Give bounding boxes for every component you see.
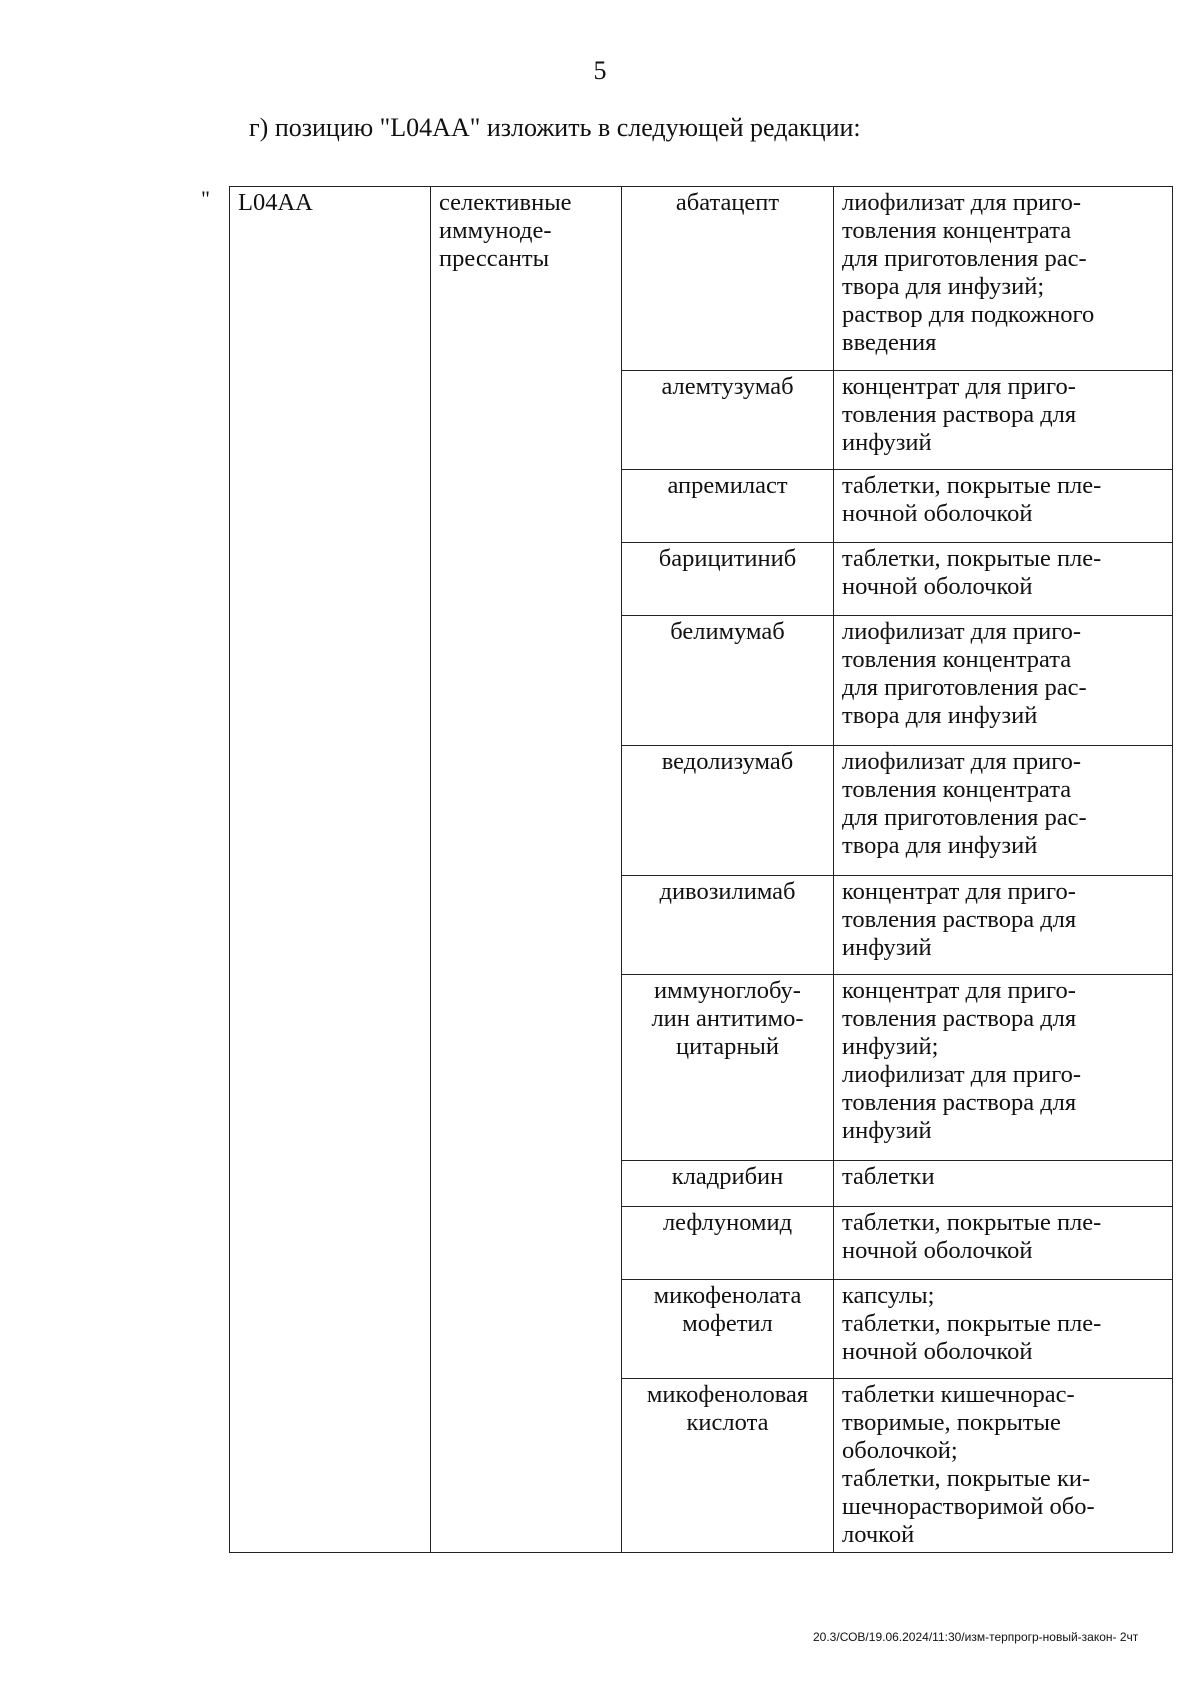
atc-group-line: иммуноде- <box>439 217 552 244</box>
drug-name-line: микофеноловая <box>646 1381 809 1408</box>
drug-name-cell <box>622 746 834 876</box>
drug-name-line: цитарный <box>675 1033 780 1060</box>
dosage-form-line: товления раствора для <box>842 906 1077 933</box>
dosage-form-line: лочкой <box>842 1521 915 1548</box>
dosage-form-line: твора для инфузий <box>842 832 1038 859</box>
dosage-form-line: таблетки, покрытые пле- <box>842 1310 1102 1337</box>
drug-name-cell <box>622 371 834 470</box>
dosage-form-line: для приготовления рас- <box>842 245 1087 272</box>
dosage-form-cell <box>834 1207 1173 1280</box>
drug-name-cell <box>622 543 834 616</box>
dosage-form-line: оболочкой; <box>842 1437 958 1464</box>
drug-name-line: абатацепт <box>675 189 780 216</box>
instruction-text: г) позицию "L04AA" изложить в следующей редакции: <box>249 113 861 142</box>
dosage-form-cell <box>834 616 1173 746</box>
drug-name-cell <box>622 616 834 746</box>
dosage-form-cell <box>834 543 1173 616</box>
drug-name-line: кладрибин <box>671 1163 784 1190</box>
dosage-form-line: инфузий <box>842 934 932 961</box>
dosage-form-cell <box>834 187 1173 371</box>
dosage-form-cell <box>834 371 1173 470</box>
drug-table <box>229 186 1173 1553</box>
drug-name-cell <box>622 1379 834 1553</box>
dosage-form-line: лиофилизат для приго- <box>842 748 1082 775</box>
drug-name-cell <box>622 187 834 371</box>
atc-group-line: селективные <box>439 189 572 216</box>
dosage-form-line: ночной оболочкой <box>842 573 1033 600</box>
dosage-form-line: товления раствора для <box>842 401 1077 428</box>
atc-group-line: прессанты <box>439 245 550 272</box>
drug-name-cell <box>622 1207 834 1280</box>
dosage-form-line: инфузий; <box>842 1033 939 1060</box>
dosage-form-line: инфузий <box>842 1117 932 1144</box>
dosage-form-line: таблетки, покрытые пле- <box>842 545 1102 572</box>
drug-name-line: лин антитимо- <box>651 1005 804 1032</box>
atc-code-cell <box>230 187 431 1553</box>
drug-name-line: микофенолата <box>653 1282 802 1309</box>
footer-stamp: 20.3/СОВ/19.06.2024/11:30/изм-терпрогр-новый-закон- 2чт <box>813 1630 1139 1644</box>
dosage-form-line: таблетки, покрытые пле- <box>842 472 1102 499</box>
dosage-form-line: ночной оболочкой <box>842 1237 1033 1264</box>
dosage-form-cell <box>834 470 1173 543</box>
drug-name-cell <box>622 975 834 1161</box>
drug-name-line: кислота <box>686 1409 769 1436</box>
drug-name-cell <box>622 876 834 975</box>
dosage-form-line: концентрат для приго- <box>842 373 1076 400</box>
dosage-form-line: товления раствора для <box>842 1005 1077 1032</box>
dosage-form-line: шечнорастворимой обо- <box>842 1493 1095 1520</box>
dosage-form-line: таблетки, покрытые ки- <box>842 1465 1091 1492</box>
dosage-form-line: инфузий <box>842 429 932 456</box>
dosage-form-line: концентрат для приго- <box>842 878 1076 905</box>
dosage-form-cell <box>834 1280 1173 1379</box>
dosage-form-line: ночной оболочкой <box>842 500 1033 527</box>
dosage-form-line: лиофилизат для приго- <box>842 1061 1082 1088</box>
drug-name-line: лефлуномид <box>662 1209 793 1236</box>
dosage-form-line: для приготовления рас- <box>842 804 1087 831</box>
drug-name-line: мофетил <box>682 1310 773 1337</box>
dosage-form-line: товления раствора для <box>842 1089 1077 1116</box>
page-number: 5 <box>593 56 607 85</box>
dosage-form-line: твора для инфузий <box>842 702 1038 729</box>
dosage-form-line: таблетки, покрытые пле- <box>842 1209 1102 1236</box>
dosage-form-line: капсулы; <box>842 1282 935 1309</box>
dosage-form-cell <box>834 746 1173 876</box>
drug-name-line: апремиласт <box>667 472 788 499</box>
dosage-form-line: лиофилизат для приго- <box>842 618 1082 645</box>
dosage-form-line: раствор для подкожного <box>842 301 1095 328</box>
dosage-form-line: концентрат для приго- <box>842 977 1076 1004</box>
dosage-form-line: товления концентрата <box>842 776 1072 803</box>
dosage-form-line: для приготовления рас- <box>842 674 1087 701</box>
drug-name-line: дивозилимаб <box>659 878 796 905</box>
dosage-form-cell <box>834 975 1173 1161</box>
open-quote-mark: " <box>201 186 210 211</box>
drug-name-line: алемтузумаб <box>661 373 794 400</box>
drug-name-cell <box>622 1161 834 1207</box>
dosage-form-cell <box>834 876 1173 975</box>
dosage-form-line: лиофилизат для приго- <box>842 189 1082 216</box>
drug-name-line: барицитиниб <box>658 545 797 572</box>
dosage-form-cell <box>834 1379 1173 1553</box>
dosage-form-line: таблетки кишечнорас- <box>842 1381 1075 1408</box>
dosage-form-line: товления концентрата <box>842 646 1072 673</box>
drug-name-line: белимумаб <box>670 618 785 645</box>
atc-group-cell <box>431 187 622 1553</box>
dosage-form-line: товления концентрата <box>842 217 1072 244</box>
dosage-form-line: твора для инфузий; <box>842 273 1045 300</box>
dosage-form-line: таблетки <box>842 1163 935 1190</box>
drug-name-cell <box>622 1280 834 1379</box>
dosage-form-line: творимые, покрытые <box>842 1409 1061 1436</box>
drug-name-line: ведолизумаб <box>661 748 794 775</box>
drug-table-body <box>230 187 1173 1553</box>
dosage-form-line: введения <box>842 329 937 356</box>
drug-name-cell <box>622 470 834 543</box>
dosage-form-cell <box>834 1161 1173 1207</box>
atc-code: L04AA <box>238 189 313 216</box>
dosage-form-line: ночной оболочкой <box>842 1338 1033 1365</box>
table-row <box>230 187 1173 371</box>
drug-name-line: иммуноглобу- <box>654 977 801 1004</box>
